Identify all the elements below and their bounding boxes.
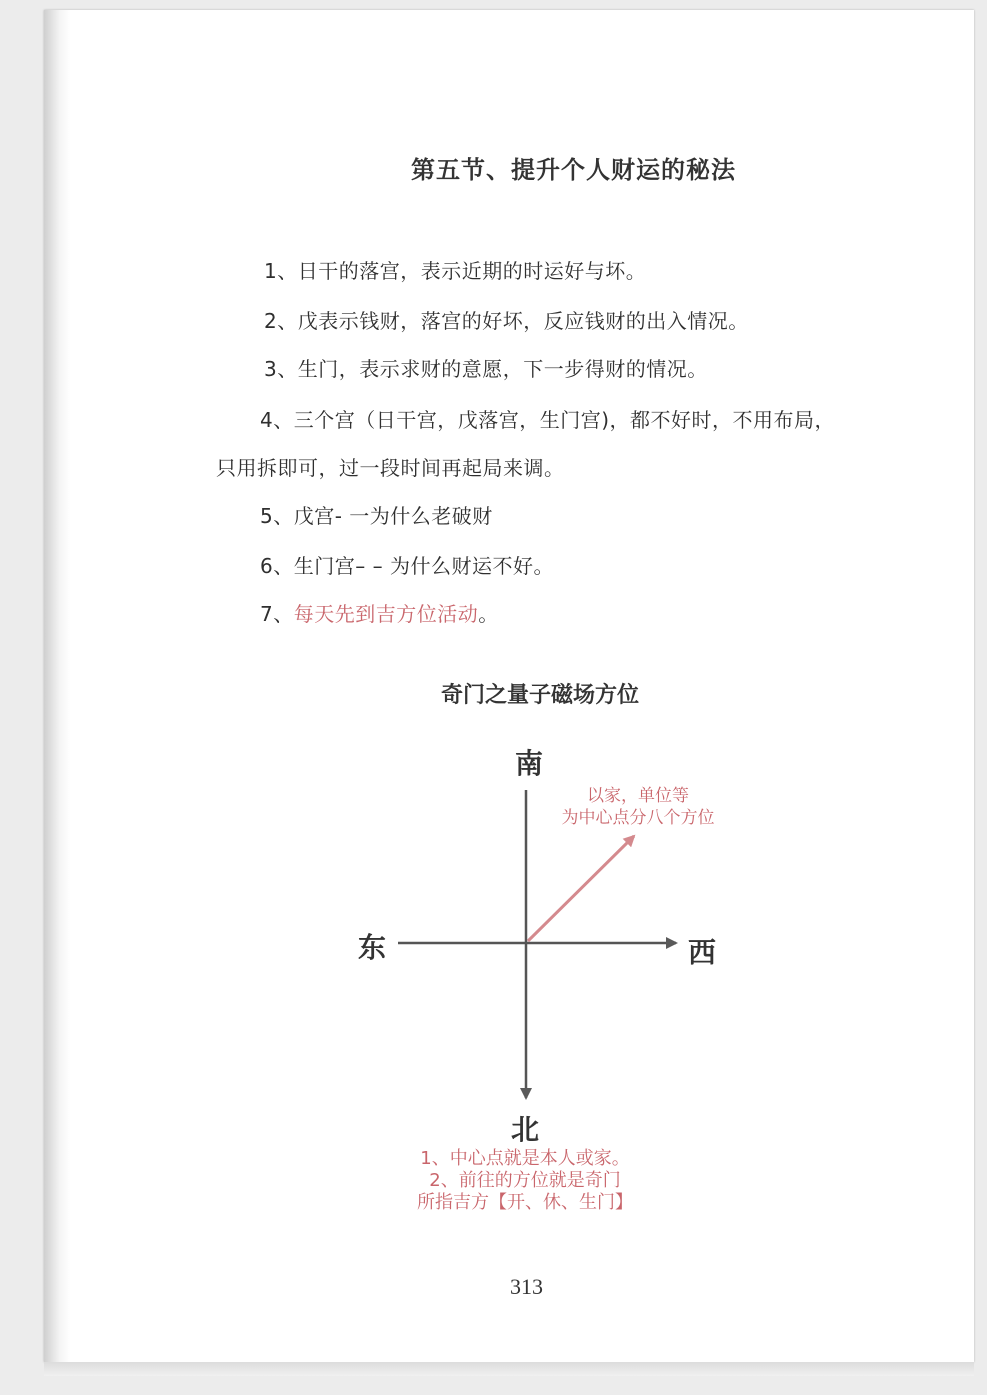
arrow-note-line-2: 为中心点分八个方位 xyxy=(561,808,715,828)
list-number: 2、 xyxy=(264,309,298,333)
list-text: 日干的落宫，表示近期的时运好与坏。 xyxy=(297,259,647,283)
direction-arrow xyxy=(528,836,634,941)
list-text-suffix: 。 xyxy=(478,602,499,626)
list-number: 3、 xyxy=(264,357,298,381)
list-text: 戊表示钱财，落宫的好坏，反应钱财的出入情况。 xyxy=(297,309,749,333)
list-text: 生门，表示求财的意愿，下一步得财的情况。 xyxy=(297,357,708,381)
list-number: 4、 xyxy=(260,408,294,432)
list-text-highlight: 每天先到吉方位活动 xyxy=(293,602,479,626)
list-text: 只用拆即可，过一段时间再起局来调。 xyxy=(216,456,565,480)
list-text: 戊宫- 一为什么老破财 xyxy=(293,504,493,528)
page-number: 313 xyxy=(510,1274,543,1299)
list-number: 5、 xyxy=(260,504,294,528)
bottom-note-line-2: 2、前往的方位就是奇门 xyxy=(429,1170,621,1191)
north-label: 北 xyxy=(511,1113,540,1146)
list-number: 6、 xyxy=(260,554,294,578)
list-number: 1、 xyxy=(264,259,298,283)
arrow-note xyxy=(548,785,728,829)
west-label: 西 xyxy=(688,936,717,969)
list-text: 三个宫（日干宫，戊落宫，生门宫)，都不好时，不用布局， xyxy=(293,408,836,432)
list-text: 生门宫– – 为什么财运不好。 xyxy=(293,554,554,578)
east-label: 东 xyxy=(358,931,387,964)
south-label: 南 xyxy=(515,747,544,780)
list-number: 7、 xyxy=(260,602,294,626)
diagram-title: 奇门之量子磁场方位 xyxy=(441,683,640,708)
bottom-note-line-1: 1、中心点就是本人或家。 xyxy=(420,1148,630,1169)
bottom-note xyxy=(390,1148,660,1214)
section-title: 第五节、提升个人财运的秘法 xyxy=(411,156,736,184)
bottom-note-line-3: 所指吉方【开、休、生门】 xyxy=(417,1192,633,1213)
arrow-note-line-1: 以家，单位等 xyxy=(587,786,689,806)
